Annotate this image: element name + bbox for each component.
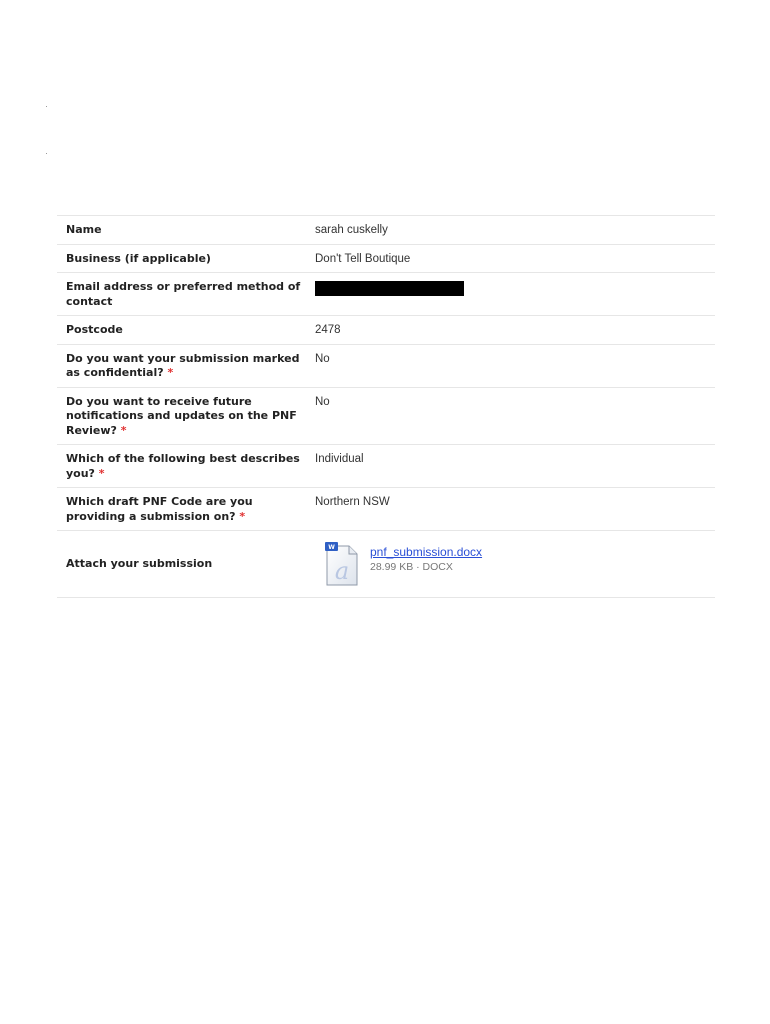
- submission-summary-table: [57, 215, 715, 598]
- field-label: Do you want your submission marked as confidential? *: [57, 344, 311, 387]
- table-row: [57, 387, 715, 445]
- field-value: Individual: [311, 445, 715, 488]
- stray-dot: [46, 106, 47, 107]
- field-label: Which of the following best describes you? *: [57, 445, 311, 488]
- required-marker: *: [239, 509, 246, 523]
- table-row: [57, 273, 715, 316]
- table-row: [57, 316, 715, 345]
- word-document-icon[interactable]: [325, 542, 358, 586]
- attachment: [315, 542, 706, 586]
- table-row: [57, 445, 715, 488]
- field-label: Postcode: [57, 316, 311, 345]
- file-link[interactable]: pnf_submission.docx: [370, 544, 483, 559]
- table-row: [57, 344, 715, 387]
- svg-text:W: W: [328, 544, 335, 551]
- table-row: [57, 488, 715, 531]
- required-marker: *: [120, 423, 127, 437]
- field-value: Northern NSW: [311, 488, 715, 531]
- stray-dot: [46, 153, 47, 154]
- field-value: sarah cuskelly: [311, 216, 715, 245]
- field-value: Don't Tell Boutique: [311, 244, 715, 273]
- required-marker: *: [98, 466, 105, 480]
- table-row: [57, 244, 715, 273]
- field-label: Which draft PNF Code are you providing a submission on? *: [57, 488, 311, 531]
- field-value: No: [311, 387, 715, 445]
- table-row: [57, 216, 715, 245]
- meta-separator: ·: [416, 560, 420, 573]
- file-info: [370, 545, 482, 574]
- file-size: 28.99 KB: [370, 560, 414, 573]
- file-type: DOCX: [422, 560, 453, 573]
- field-label: Attach your submission: [57, 531, 311, 598]
- field-value: 2478: [311, 316, 715, 345]
- field-value: No: [311, 344, 715, 387]
- svg-text:a: a: [334, 557, 350, 585]
- redacted-block: [315, 281, 464, 296]
- required-marker: *: [167, 366, 174, 379]
- field-label: Name: [57, 216, 311, 245]
- field-value: [311, 273, 715, 316]
- attachment-cell: [311, 531, 715, 598]
- field-label: Do you want to receive future notifications and updates on the PNF Review? *: [57, 387, 311, 445]
- table-row: [57, 531, 715, 598]
- field-label: Email address or preferred method of contact: [57, 273, 311, 316]
- field-label: Business (if applicable): [57, 244, 311, 273]
- file-meta: [370, 560, 482, 574]
